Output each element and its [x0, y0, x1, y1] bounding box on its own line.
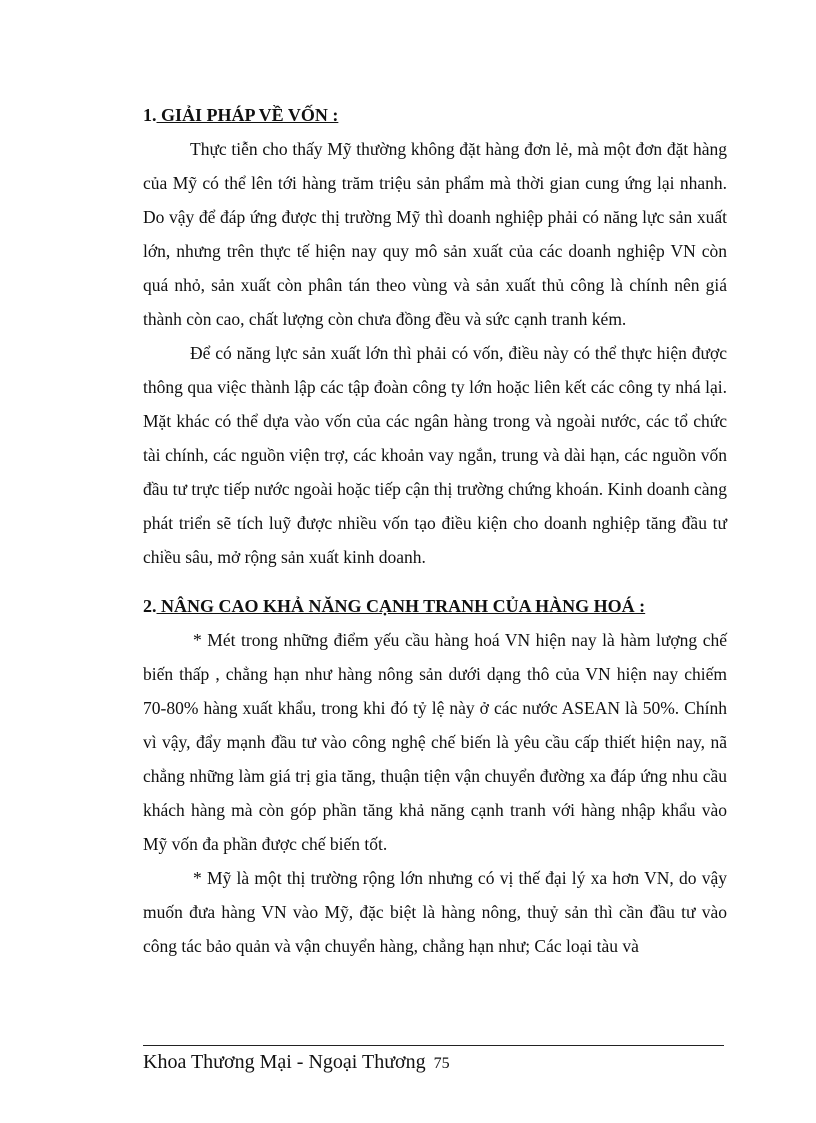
- section-2-paragraph-1: * Mét trong những điểm yếu cầu hàng hoá VN hiện nay là hàm lượng chế biến thấp , chẳng hạn như hàng nông sản dưới dạng thô của VN hiện nay chiếm 70-80% hàng xuất khẩu, trong khi đó tỷ lệ này ở các nước ASEAN là 50%. Chính vì vậy, đẩy mạnh đầu tư vào công nghệ chế biến là yêu cầu cấp thiết hiện nay, nã chẳng những làm giá trị gia tăng, thuận tiện vận chuyển đường xa đáp ứng nhu cầu khách hàng mà còn góp phần tăng khả năng cạnh tranh với hàng nhập khẩu vào Mỹ vốn đa phần được chế biến tốt.: [143, 630, 727, 854]
- section-2-number: 2.: [143, 596, 157, 616]
- footer-label: Khoa Thương Mại - Ngoại Thương: [143, 1051, 426, 1073]
- section-2-title: NÂNG CAO KHẢ NĂNG CẠNH TRANH CỦA HÀNG HOÁ :: [156, 596, 646, 616]
- footer-divider: [143, 1045, 724, 1046]
- section-2-heading: [143, 589, 727, 623]
- section-1-paragraph-1: Thực tiễn cho thấy Mỹ thường không đặt hàng đơn lẻ, mà một đơn đặt hàng của Mỹ có thể lên tới hàng trăm triệu sản phẩm mà thời gian cung ứng lại nhanh. Do vậy để đáp ứng được thị trường Mỹ thì doanh nghiệp phải có năng lực sản xuất lớn, nhưng trên thực tế hiện nay quy mô sản xuất của các doanh nghiệp VN còn quá nhỏ, sản xuất còn phân tán theo vùng và sản xuất thủ công là chính nên giá thành còn cao, chất lượng còn chưa đồng đều và sức cạnh tranh kém.: [143, 139, 727, 329]
- section-1-paragraph-2: Để có năng lực sản xuất lớn thì phải có vốn, điều này có thể thực hiện được thông qua việc thành lập các tập đoàn công ty lớn hoặc liên kết các công ty nhá lại. Mặt khác có thể dựa vào vốn của các ngân hàng trong và ngoài nước, các tổ chức tài chính, các nguồn viện trợ, các khoản vay ngắn, trung và dài hạn, các nguồn vốn đầu tư trực tiếp nước ngoài hoặc tiếp cận thị trường chứng khoán. Kinh doanh càng phát triển sẽ tích luỹ được nhiều vốn tạo điều kiện cho doanh nghiệp tăng đầu tư chiều sâu, mở rộng sản xuất kinh doanh.: [143, 343, 727, 567]
- page-footer: [143, 1050, 450, 1076]
- section-1-heading: [143, 98, 727, 132]
- page-number: 75: [433, 1055, 450, 1072]
- section-2-paragraph-2: * Mỹ là một thị trường rộng lớn nhưng có vị thế đại lý xa hơn VN, do vậy muốn đưa hàng VN vào Mỹ, đặc biệt là hàng nông, thuỷ sản thì cần đầu tư vào công tác bảo quản và vận chuyển hàng, chẳng hạn như; Các loại tàu và: [143, 868, 727, 956]
- section-1-title: GIẢI PHÁP VỀ VỐN :: [156, 105, 339, 125]
- section-1-number: 1.: [143, 105, 157, 125]
- page-body: [143, 98, 727, 963]
